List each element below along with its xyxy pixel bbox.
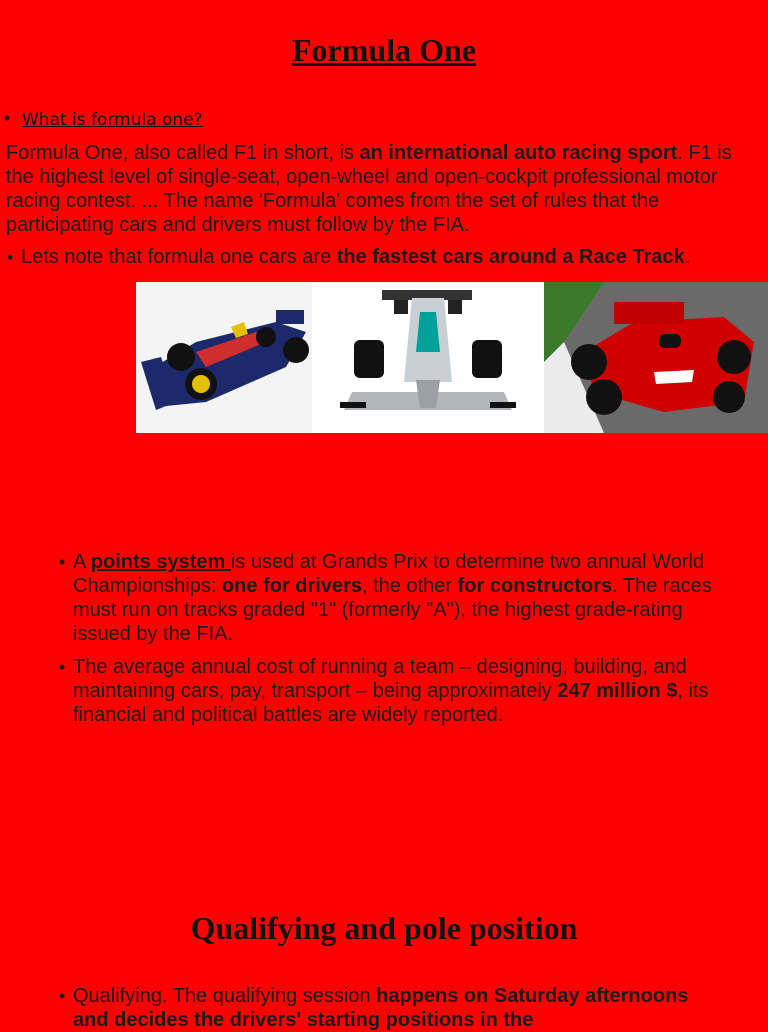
red-bull-car-image (136, 282, 312, 433)
ferrari-car-icon (544, 282, 768, 433)
points-text-2: is used at Grands Prix to determine two annual World Championships: (73, 551, 705, 597)
points-text-4: . The races must run on tracks graded "1" (formerly "A"), the highest grade-rating issued by the FIA. (73, 575, 712, 645)
intro-paragraph (6, 141, 758, 237)
bullet-dot: • (59, 657, 66, 677)
bullet-dot: • (4, 108, 11, 128)
bullet-dot: • (59, 552, 66, 572)
fastest-text-2: . (684, 246, 691, 268)
intro-bold-1: an international auto racing sport (359, 142, 678, 164)
points-text-1: A (73, 551, 91, 573)
qualifying-bold-1: happens on Saturday afternoons and decides the drivers' starting positions in the (73, 985, 689, 1031)
points-bold-drivers: one for drivers (221, 575, 363, 597)
cost-bold-amount: 247 million $ (557, 680, 678, 702)
fastest-bullet (7, 245, 721, 269)
red-bull-car-icon (136, 282, 312, 433)
mercedes-car-image (312, 282, 544, 433)
bullet-dot: • (7, 247, 14, 267)
qualifying-bullet (59, 984, 713, 1032)
cost-bullet (59, 655, 713, 727)
fastest-text-1: Lets note that formula one cars are (21, 246, 337, 268)
intro-text-2: . F1 is the highest level of single-seat, open-wheel and open-cockpit professional motor racing contest. ... The name 'Formula' comes from the set of rules that the participating cars and drivers must follow by the FIA. (6, 142, 732, 236)
qualifying-text-1: Qualifying. The qualifying session (73, 985, 377, 1007)
cost-text-2: , its financial and political battles are widely reported. (73, 680, 709, 726)
points-bullet (59, 550, 713, 646)
car-images (136, 282, 768, 433)
cost-text-1: The average annual cost of running a team – designing, building, and maintaining cars, pay, transport – being approximately (73, 656, 687, 702)
page-title: Formula One (292, 32, 476, 68)
points-bold-constructors: for constructors (457, 575, 613, 597)
points-system-link[interactable]: points system (90, 551, 231, 573)
question-link[interactable]: What is formula one? (22, 110, 203, 130)
mercedes-car-icon (312, 282, 544, 433)
points-text-3: , the other (362, 575, 458, 597)
bullet-dot: • (59, 986, 66, 1006)
intro-text-1: Formula One, also called F1 in short, is (6, 142, 360, 164)
fastest-bold-1: the fastest cars around a Race Track (336, 246, 685, 268)
qualifying-heading: Qualifying and pole position (190, 910, 578, 946)
ferrari-car-image (544, 282, 768, 433)
